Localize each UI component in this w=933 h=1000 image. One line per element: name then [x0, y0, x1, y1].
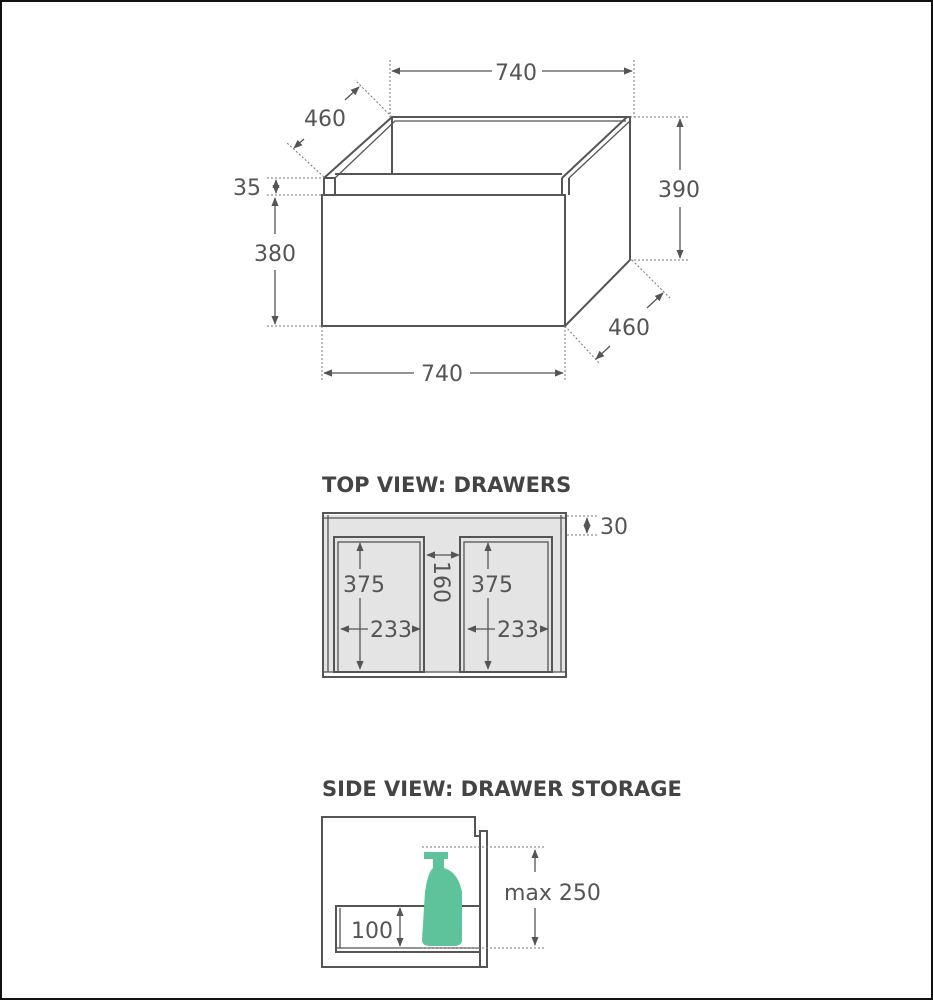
side-view-dimensions	[351, 847, 601, 948]
top-rim	[324, 117, 627, 195]
front-drawer-panel	[322, 195, 565, 326]
soap-bottle-icon	[422, 852, 462, 946]
top-view-title: TOP VIEW: DRAWERS	[322, 473, 572, 497]
side-view-title: SIDE VIEW: DRAWER STORAGE	[322, 777, 682, 801]
dim-right-depth: 375	[471, 573, 513, 598]
dim-center-gap: 160	[428, 561, 453, 603]
dim-max-height: max 250	[504, 881, 601, 906]
dim-width-top: 740	[495, 61, 537, 86]
dim-left-depth: 375	[343, 573, 385, 598]
diagram-svg	[2, 2, 933, 1000]
dim-total-height: 390	[658, 178, 700, 203]
side-view-drawer	[322, 817, 487, 967]
dim-right-width: 233	[497, 618, 539, 643]
cabinet-outline	[324, 117, 630, 326]
dim-depth-right: 460	[608, 316, 650, 341]
drawer-front-panel	[480, 831, 487, 967]
dim-width-bottom: 740	[421, 362, 463, 387]
top-rim-edge	[569, 121, 630, 178]
dim-top-rim: 35	[233, 176, 261, 201]
dim-back-gap: 30	[600, 515, 628, 540]
dim-drawer-height: 100	[351, 919, 393, 944]
dim-front-height: 380	[254, 242, 296, 267]
isometric-cabinet	[322, 117, 630, 326]
dim-depth-left: 460	[304, 107, 346, 132]
dim-left-width: 233	[370, 618, 412, 643]
